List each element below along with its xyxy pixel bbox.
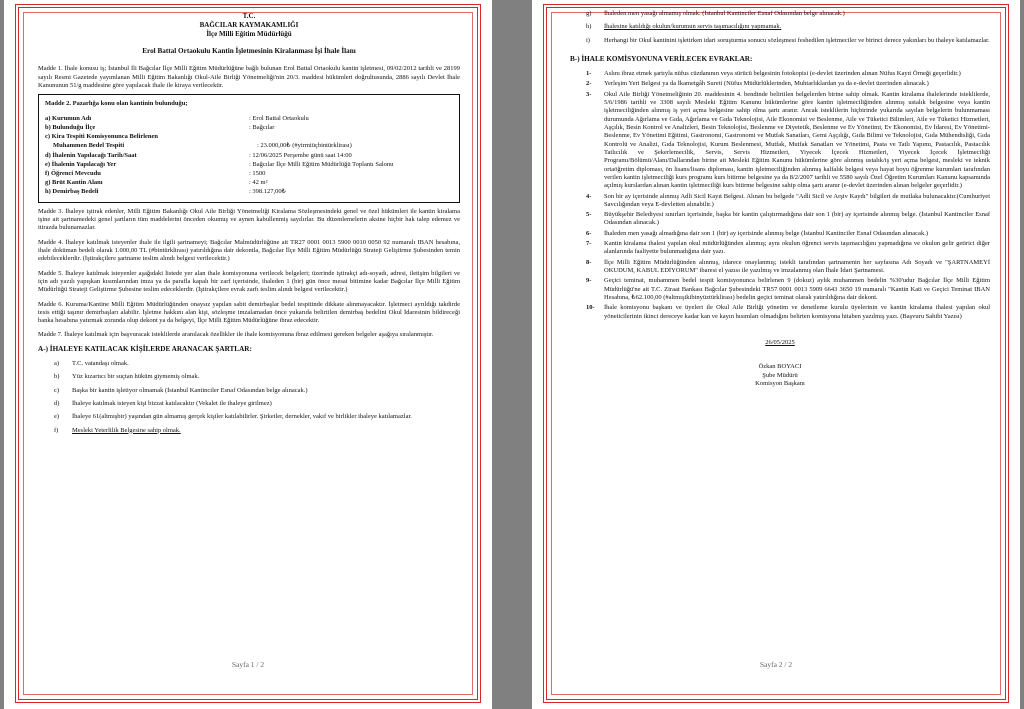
list-item: h) İhalesine katıldığı okulun/kurumun servis taşımacılığını yapmamak. bbox=[586, 23, 782, 31]
list-item: 3- Okul Aile Birliği Yönetmeliğinin 20. maddesinin 4. bendinde belirtilen belgelerden birine sahip olmak. Kantin kiralama ihalelerinde isteklilerde, 5/6/1986 tarihli ve 3308 sayılı Mesleki Eğitim Kanunu hükümlerine göre kantin işletmeciliğinden alınmış ustalık belgesine veya kantin işletmeciliğinden alınmış iş yeri açma belgesine sahip olma şartı aranır. Ancak isteklilerin hiçbirinde yukarıda sayılan belgelerin bulunmaması durumunda Ağırlama ve Gıda, Ağırlama ve Gıda Teknolojisi, Aile Ekonomisi ve Beslenme, Aile ve Tüketici Bilimleri, Aile ve Tüketici Hizmetleri, Aşçılık, Besin Kontrol ve Analizleri, Besin Teknolojisi, Beslenme ve Diyetetik, Beslenme ve Ev Yönetimi, Ev Ekonomisi, Ev İdaresi, Ev Yönetimi-Beslenme, Ev Yönetimi Eğitimi, Gastronomi, Gastronomi ve Mutfak Sanatları, Gemi Aşçılığı, Gıda Bilimi ve Teknolojisi, Gıda Mühendisliği, Gıda Kontrolü ve Analizi, Gıda Teknolojisi, Kurum Beslenmesi, Mutfak, Mutfak Sanatları ve Yönetimi, Pasta ve Tatlı Yapımı, Pastacılık, Pastacılık Tatlıcılık ve Şekerlemecilik, Servis, Servis Hizmetleri, Yiyecek İçecek Hizmetleri, Yiyecek İçecek İşletmeciliği Programı/Bölümü/Alanı/Dallarından birine ait Mesleki Eğitim Kanunu hükümlerine göre alınmış ustalık/iş yeri açma belgesi, mesleki ve teknik ortaöğretim diploması, ön lisans/lisans diploması, kantin işletmeciliğinden alınmış kalfalık belgesi veya hayat boyu öğrenme kurumları tarafından verilen kantin işletmeciliği kurs programı kurs bitirme belgesine ya da 8/2/2007 tarihli ve 5580 sayılı Özel Öğretim Kurumları Kanunu kapsamında açılmış kurslardan alınan kantin işletmeciliği kurs bitirme belgesine sahip olma şartı aranır (e-devlet üzerinden alınan belgeler geçerlidir.) bbox=[586, 90, 990, 190]
list-item: e) İhaleye 61(altmışbir) yaşından gün almamış gerçek kişiler katılabilirler. Şirketler, dernekler, vakıf ve birlikler ihaleye katılamazlar. bbox=[54, 413, 412, 421]
list-item: c) Başka bir kantin işletiyor olmamak (İstanbul Kantinciler Esnaf Odasından belge alınacak.) bbox=[54, 386, 308, 394]
page-1-content bbox=[38, 12, 460, 440]
header-line: BAĞCILAR KAYMAKAMLIĞI bbox=[199, 20, 299, 29]
list-item: g) İhaleden men yasağı almamış olmak. (İstanbul Kantinciler Esnaf Odasından belge alınacak.) bbox=[586, 10, 845, 17]
detail-row: d) İhalenin Yapılacağı Tarih/Saat : 12/06/2025 Perşembe günü saat 14:00 bbox=[45, 151, 352, 159]
list-item: 9- Geçici teminat, muhammen bedel tespit komisyonunca belirlenen 9 (dokuz) aylık muhammen bedelin %30'udur Bağcılar İlçe Milli Eğitim Müdürlüğü'ne ait T.C. Ziraat Bankası Bağcılar Şubesindeki TR57 0001 0013 5909 6643 3650 19 numaralı "Kantin Kati ve Geçici Teminat IBAN Hesabına, ₺62.100,00 (#altmışikibinyüztürklirası) bedelin geçici teminat olarak yatırıldığına dair dekont. bbox=[586, 277, 990, 301]
header-block bbox=[38, 12, 460, 38]
detail-row: g) Brüt Kantin Alanı : 42 m² bbox=[45, 179, 268, 187]
list-item: 7- Kantin kiralama ihalesi yapılan okul müdürlüğünden alınmış; aynı okulun öğrenci servis taşımacılığını yapmadığına ve okulun gelir getirici diğer alanlarında faaliyette bulunmadığına dair yazı. bbox=[586, 240, 990, 256]
detail-row: e) İhalenin Yapılacağı Yer : Bağcılar İlçe Milli Eğitim Müdürlüğü Toplantı Salonu bbox=[45, 160, 394, 168]
list-item: a) T.C. vatandaşı olmak. bbox=[54, 359, 129, 367]
list-item: 1- Aslını ibraz etmek şartıyla nüfus cüzdanının veya sürücü belgesinin fotokopisi (e-devlet üzerinden alınan Nüfus Kayıt Örneği geçerlidir.) bbox=[586, 70, 961, 78]
list-item: 5- Büyükşehir Belediyesi sınırları içerisinde, başka bir kantin çalıştırmadığına dair son 1 (bir) ay içerisinde alınmış belge. (İstanbul Kantinciler Esnaf Odasından alınacak.) bbox=[586, 211, 990, 227]
section-a-heading: A-) İHALEYE KATILACAK KİŞİLERDE ARANACAK ŞARTLAR: bbox=[38, 344, 252, 353]
page-2-content bbox=[570, 10, 990, 389]
madde-4: Madde 4. İhaleye katılmak isteyenler ihale ile ilgili şartnameyi; Bağcılar Malmüdürlüğüne ait TR27 0001 0013 5900 0010 0050 92 numaralı IBAN hesabına, ihale doküman bedeli olarak 1.000,00 TL (#bintürklirası) yatırıldığına dair dekontla, Bağcılar İlçe Milli Eğitim Müdürlüğü Strateji Geliştirme Şubesinden temin edebileceklerdir. (İştirakçilere şartname teslim alındı belgesi verilecektir.) bbox=[38, 238, 460, 263]
list-item: b) Yüz kızartıcı bir suçtan hüküm giymemiş olmak. bbox=[54, 373, 200, 381]
list-item: f) Mesleki Yeterlilik Belgesine sahip olmak. bbox=[54, 426, 181, 434]
header-line: T.C. bbox=[242, 12, 256, 20]
sign-date: 26/05/2025 bbox=[765, 338, 795, 346]
document-title: Erol Battal Ortaokulu Kantin İşletmesinin Kiralanması İşi İhale İlanı bbox=[142, 47, 356, 56]
signer-role: Komisyon Başkanı bbox=[755, 380, 805, 388]
detail-row: Muhammen Bedel Tespiti : 23.000,00₺ (#yirmiüçbintürklirası) bbox=[53, 142, 352, 150]
detail-row: b) Bulunduğu İlçe : Bağcılar bbox=[45, 123, 275, 131]
detail-row: c) Kira Tespiti Komisyonunca Belirlenen bbox=[45, 133, 159, 141]
madde-2-intro: Madde 2. Pazarlığa konu olan kantinin bulunduğu; bbox=[45, 100, 188, 108]
signer-title: Şube Müdürü bbox=[762, 371, 798, 379]
details-box bbox=[38, 94, 460, 202]
page-footer: Sayfa 2 / 2 bbox=[759, 660, 793, 669]
list-item: 6- İhaleden men yasağı almadığına dair son 1 (bir) ay içerisinde alınmış belge (İstanbul Kantinciler Esnaf Odasından alınacak.) bbox=[586, 229, 928, 237]
detail-row: f) Öğrenci Mevcudu : 1500 bbox=[45, 170, 266, 178]
detail-row: h) Demirbaş Bedeli : 398.127,00₺ bbox=[45, 188, 286, 196]
list-item: 10- İhale komisyonu başkanı ve üyeleri ile Okul Aile Birliği yönetim ve denetleme kurulu üyelerinin ve kantin kiralama ihalesi yapılan okul yöneticilerinin ikinci dereceye kadar kan ve kayın hısımları olmadığını belirten komisyona hitaben yazılmış yazı. (Başvuru Sahibi Yazısı) bbox=[586, 304, 990, 320]
page-footer: Sayfa 1 / 2 bbox=[231, 660, 265, 669]
madde-3: Madde 3. İhaleye iştirak edenler, Milli Eğitim Bakanlığı Okul Aile Birliği Yönetmeliği Kiralama Sözleşmesindeki genel ve özel hükümleri ile kantin kiralama işine ait şartnamedeki genel şartların tüm maddelerini önceden okumuş ve aynen kabullenmiş sayılırlar. Bu düzenlemelerin aksine hiçbir hak talep edemez ve itirazda bulunamazlar. bbox=[38, 207, 460, 232]
signer-name: Özkan BOYACI bbox=[758, 363, 802, 371]
document-page-2 bbox=[532, 0, 1020, 709]
header-line: İlçe Milli Eğitim Müdürlüğü bbox=[206, 29, 292, 38]
madde-6: Madde 6. Kuruma/Kantine Milli Eğitim Müdürlüğünden onaysız yapılan sabit demirbaşlar bedel tespitinde dikkate alınmayacaktır. İşletmeci ayrıldığı takdirde tesis ettiği taşınır demirbaşları alabilir. İşletme hakkını alan kişi, sözleşme imzalamadan önce yukarıda belirtilen demirbaş bedelini Okul İdaresinin bildireceği banka hesabına yatırmak zorunda olup dekont ya da belgeyi, İlçe Milli Eğitim Müdürlüğüne ibraz edecektir. bbox=[38, 300, 460, 325]
madde-7: Madde 7. İhaleye katılmak için başvuracak isteklilerde aranılacak özellikler ile ihale komisyonuna ibraz edilmesi gereken belgeler aşağıya sıralanmıştır. bbox=[38, 331, 434, 339]
list-item: d) İhaleye katılmak isteyen kişi bizzat katılacaktır (Vekalet ile ihaleye girilmez) bbox=[54, 399, 272, 407]
list-item: 8- İlçe Milli Eğitim Müdürlüğünden alınmış, idarece onaylanmış; istekli tarafından şartnamenin her sayfasına Adı Soyadı ve "ŞARTNAMEYİ OKUDUM, KABUL EDİYORUM" ibaresi el yazısı ile yazılmış ve imzalanmış olan İhale İdari Şartnamesi. bbox=[586, 258, 990, 275]
list-item: 4- Son bir ay içerisinde alınmış Adli Sicil Kayıt Belgesi. Alınan bu belgede "Adli Sicil ve Arşiv Kaydı" bilgileri de mutlaka bulunacaktır.(Cumhuriyet Savcılığından veya E-devletten alınabilir.) bbox=[586, 192, 990, 208]
madde-1: Madde 1. İhale konusu iş; İstanbul İli Bağcılar İlçe Milli Eğitim Müdürlüğüne bağlı bulunan Erol Battal Ortaokulu kantin işletmesi, 09/02/2012 tarihli ve 28199 sayılı Resmi Gazetede yayımlanan Milli Eğitim Bakanlığı Okul-Aile Birliği Yönetmeliği'nin 20/3. maddesi hükümleri doğrultusunda, 2886 sayılı Devlet İhale Kanununun 51/g maddesine göre yapılacak ihale ile kiraya verilecektir. bbox=[38, 65, 460, 90]
section-b-heading: B-) İHALE KOMİSYONUNA VERİLECEK EVRAKLAR: bbox=[570, 54, 753, 63]
detail-row: a) Kurumun Adı : Erol Battal Ortaokulu bbox=[45, 114, 309, 122]
document-page-1 bbox=[4, 0, 492, 709]
madde-5: Madde 5. İhaleye katılmak isteyenler aşağıdaki listede yer alan ihale komisyonuna verilecek belgeleri; üzerinde iştirakçi adı-soyadı, adresi, iletişim bilgileri ve için adı yazılı yapışkan kısımlarından imza ya da parafla kapalı bir zarf içerisinde, ihaleden 1 (bir) gün önce mesai bitimine kadar Bağcılar İlçe Milli Eğitim Müdürlüğü Strateji Geliştirme Şubesine teslim edeceklerdir. (İştirakçilere evrak zarfı teslim alındı belgesi verilecektir.) bbox=[38, 269, 460, 294]
list-item: i) Herhangi bir Okul kantinini işletirken idari soruşturma sonucu sözleşmesi feshedilen işletmeciler ve birinci derece yakınları bu ihaleye katılamazlar. bbox=[586, 36, 990, 44]
list-item: 2- Yerleşim Yeri Belgesi ya da İkametgâh Sureti (Nüfus Müdürlüklerinden, Muhtarlıklardan ya da e-devlet üzerinden alınacak.) bbox=[586, 80, 929, 88]
signature-block bbox=[570, 339, 990, 389]
